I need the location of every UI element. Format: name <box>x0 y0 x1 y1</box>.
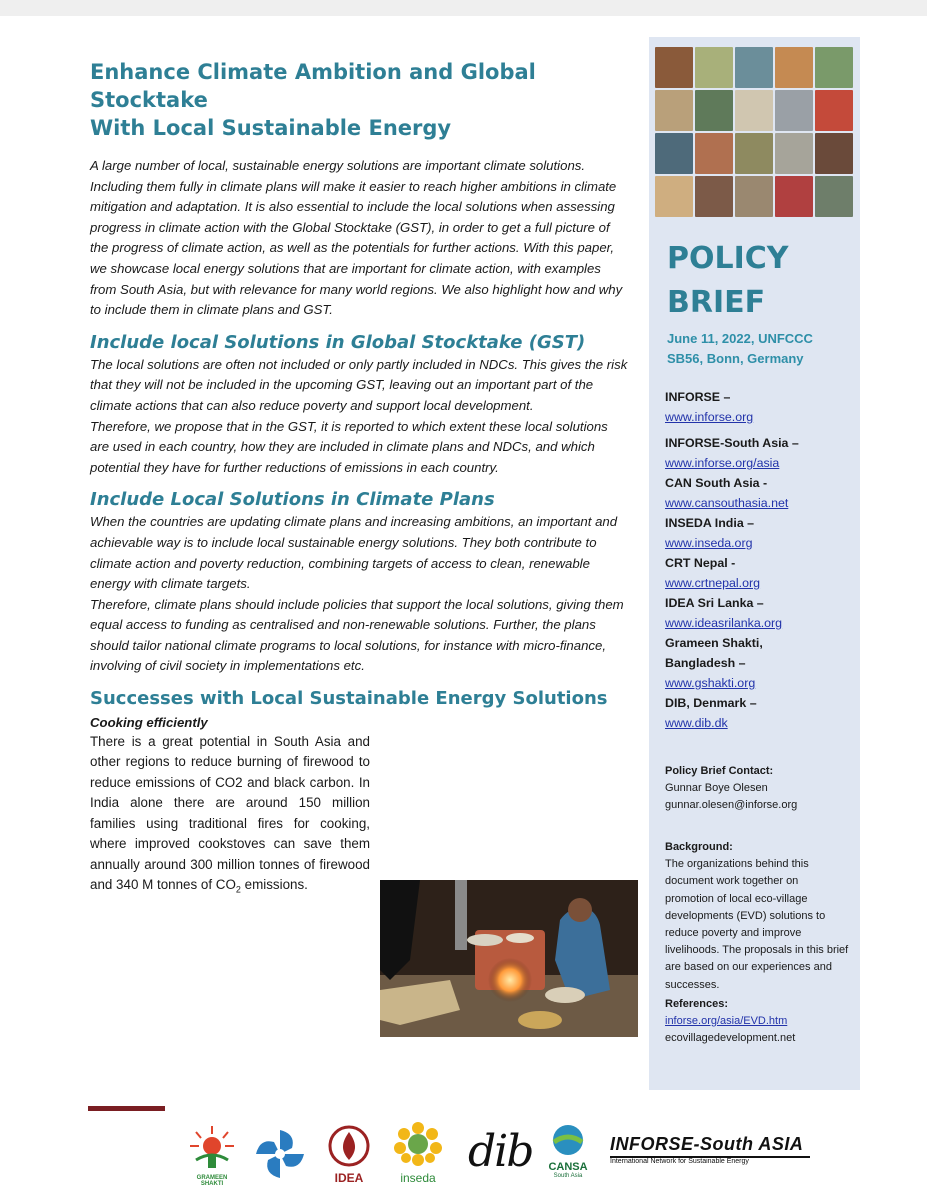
org-link[interactable]: www.ideasrilanka.org <box>665 616 783 630</box>
collage-tile <box>815 133 853 174</box>
brief-date <box>667 329 813 369</box>
intro-paragraph: A large number of local, sustainable energy solutions are important climate solutions. Including them fully in climate plans will make it easier to reach higher ambitions in climate mitigation and adaptation. It is also essential to include the local solutions when assessing progress in climate action with the Global Stocktake (GST), in order to get a full picture of the progress of climate action, as well as the potentials for further actions. With this paper, we showcase local energy solutions that are important for climate action, with examples from South Asia, but with relevance for many world regions. We also highlight how and why to include them in climate plans and GST. <box>90 158 623 318</box>
grameen-logo-text: GRAMEEN SHAKTI <box>196 1175 228 1187</box>
collage-tile <box>815 176 853 217</box>
date-line-2: SB56, Bonn, Germany <box>667 351 804 366</box>
cansa-logo-subtext: South Asia <box>553 1173 583 1179</box>
photo-collage <box>655 47 853 217</box>
collage-tile <box>655 133 693 174</box>
org-link[interactable]: www.crtnepal.org <box>665 576 761 590</box>
org-name: DIB, Denmark – <box>665 696 757 710</box>
plans-heading: Include Local Solutions in Climate Plans <box>90 489 495 511</box>
globe-icon <box>546 1122 590 1156</box>
cookstove-photo <box>380 880 638 1037</box>
inforse-south-asia-logo <box>610 1134 810 1178</box>
org-name: INSEDA India – <box>665 516 755 530</box>
org-inseda-india <box>665 513 855 553</box>
org-name: CAN South Asia - <box>665 476 768 490</box>
idea-logo <box>326 1124 372 1184</box>
contact-email[interactable]: gunnar.olesen@inforse.org <box>665 799 798 811</box>
background-label: Background: <box>665 841 733 853</box>
contact-block <box>665 763 855 814</box>
viewer-top-bar <box>0 0 927 16</box>
org-link[interactable]: www.inforse.org/asia <box>665 456 780 470</box>
co2-subscript: 2 <box>235 884 241 895</box>
cansa-logo-text: CANSA <box>548 1161 588 1173</box>
reference-link-1[interactable]: inforse.org/asia/EVD.htm <box>665 1015 788 1028</box>
org-name: INFORSE-South Asia – <box>665 436 799 450</box>
collage-tile <box>655 47 693 88</box>
sunflower-icon <box>392 1120 444 1168</box>
org-name: IDEA Sri Lanka – <box>665 596 764 610</box>
contact-label: Policy Brief Contact: <box>665 765 774 777</box>
org-link[interactable]: www.gshakti.org <box>665 676 756 690</box>
org-link[interactable]: www.cansouthasia.net <box>665 496 789 510</box>
collage-tile <box>695 176 733 217</box>
inseda-logo <box>392 1120 444 1186</box>
plans-paragraph-2: Therefore, climate plans should include policies that support the local solutions, giving them equal access to funding as centralised and non-renewable solutions. Further, the plans should tailor national climate programs to local solutions, for instance with micro-finance, involving of civil society in implementations etc. <box>90 596 624 674</box>
collage-tile <box>655 176 693 217</box>
collage-tile <box>735 90 773 131</box>
grameen-shakti-logo <box>186 1124 238 1187</box>
org-grameen-shakti <box>665 633 855 693</box>
gst-paragraph-1: The local solutions are often not included or only partly included in NDCs. This gives the risk that they will not be included in the upcoming GST, leaving out an important part of the climate actions that can also reduce poverty and support local development. <box>90 356 628 413</box>
cooking-paragraph <box>90 732 370 900</box>
title-line-2: With Local Sustainable Energy <box>90 116 452 140</box>
org-idea-sri-lanka <box>665 593 855 633</box>
flame-emblem-icon <box>326 1124 372 1168</box>
footer-accent-rule <box>88 1106 165 1111</box>
collage-tile <box>775 47 813 88</box>
dib-logo-text: dib <box>468 1126 533 1177</box>
org-name: CRT Nepal - <box>665 556 736 570</box>
org-inforse-south-asia <box>665 433 855 473</box>
collage-tile <box>695 133 733 174</box>
gst-paragraph-2: Therefore, we propose that in the GST, it is reported to which extent these local solutions are used in each country, how they are included in climate plans and NDCs, and which potential they have for further reductions of emissions in each country. <box>90 418 608 475</box>
inforse-logo-text: INFORSE-South ASIA <box>610 1134 804 1154</box>
collage-tile <box>775 90 813 131</box>
collage-tile <box>735 47 773 88</box>
org-dib-denmark <box>665 693 855 733</box>
org-crt-nepal <box>665 553 855 593</box>
collage-tile <box>735 176 773 217</box>
organization-list <box>665 387 855 733</box>
sun-icon <box>186 1124 238 1170</box>
collage-tile <box>775 176 813 217</box>
background-text: The organizations behind this document work together on promotion of local eco-village developments (EVD) solutions to reduce poverty and improve livelihoods. The proposals in this brief are based on our experiences and successes. <box>665 858 849 991</box>
org-link[interactable]: www.inseda.org <box>665 536 753 550</box>
org-link[interactable]: www.dib.dk <box>665 716 728 730</box>
collage-tile <box>735 133 773 174</box>
reference-link-2[interactable]: ecovillagedevelopment.net <box>665 1032 796 1045</box>
cooking-text: There is a great potential in South Asia and other regions to reduce burning of firewood to reduce emissions of CO2 and black carbon. In India alone there are around 150 million families using traditional fires for cooking, where improved cookstoves can save them annually around 300 million tonnes of firewood and 340 M tonnes of CO <box>90 734 370 892</box>
collage-tile <box>815 47 853 88</box>
page-title <box>90 58 630 142</box>
references-label: References: <box>665 997 728 1010</box>
title-line-1: Enhance Climate Ambition and Global Stocktake <box>90 60 536 112</box>
idea-logo-text: IDEA <box>334 1171 364 1185</box>
org-name-line-2: Bangladesh – <box>665 656 746 670</box>
org-link[interactable]: www.inforse.org <box>665 410 754 424</box>
org-can-south-asia <box>665 473 855 513</box>
org-name: INFORSE – <box>665 390 731 404</box>
crt-nepal-logo <box>252 1126 308 1182</box>
cookstove-photo-illustration <box>380 880 638 1037</box>
contact-name: Gunnar Boye Olesen <box>665 782 768 794</box>
date-line-1: June 11, 2022, UNFCCC <box>667 331 813 346</box>
policy-brief-label <box>667 237 789 325</box>
gst-heading: Include local Solutions in Global Stocktake (GST) <box>90 331 586 353</box>
org-inforse <box>665 387 855 427</box>
partner-logos <box>180 1120 820 1190</box>
collage-tile <box>775 133 813 174</box>
policy-word: POLICY <box>667 241 789 276</box>
inseda-logo-text: inseda <box>400 1171 436 1185</box>
collage-tile <box>695 47 733 88</box>
collage-tile <box>815 90 853 131</box>
org-name: Grameen Shakti, <box>665 636 763 650</box>
collage-tile <box>655 90 693 131</box>
cooking-subheading: Cooking efficiently <box>90 715 208 731</box>
main-column <box>90 58 630 900</box>
collage-tile <box>695 90 733 131</box>
pinwheel-icon <box>252 1126 308 1182</box>
background-block <box>665 839 850 1047</box>
sidebar <box>649 37 860 1090</box>
cansa-logo <box>546 1122 590 1186</box>
brief-word: BRIEF <box>667 285 766 320</box>
cooking-text-end: emissions. <box>240 876 308 892</box>
plans-paragraph-1: When the countries are updating climate plans and increasing ambitions, an important and achievable way is to include local sustainable energy solutions. They both contribute to climate action and poverty reduction, combining targets of access to clean, renewable energy with climate targets. <box>90 514 618 592</box>
inforse-logo-subtext: International Network for Sustainable Energy <box>610 1158 749 1165</box>
dib-logo <box>468 1124 533 1184</box>
successes-heading: Successes with Local Sustainable Energy Solutions <box>90 688 608 710</box>
